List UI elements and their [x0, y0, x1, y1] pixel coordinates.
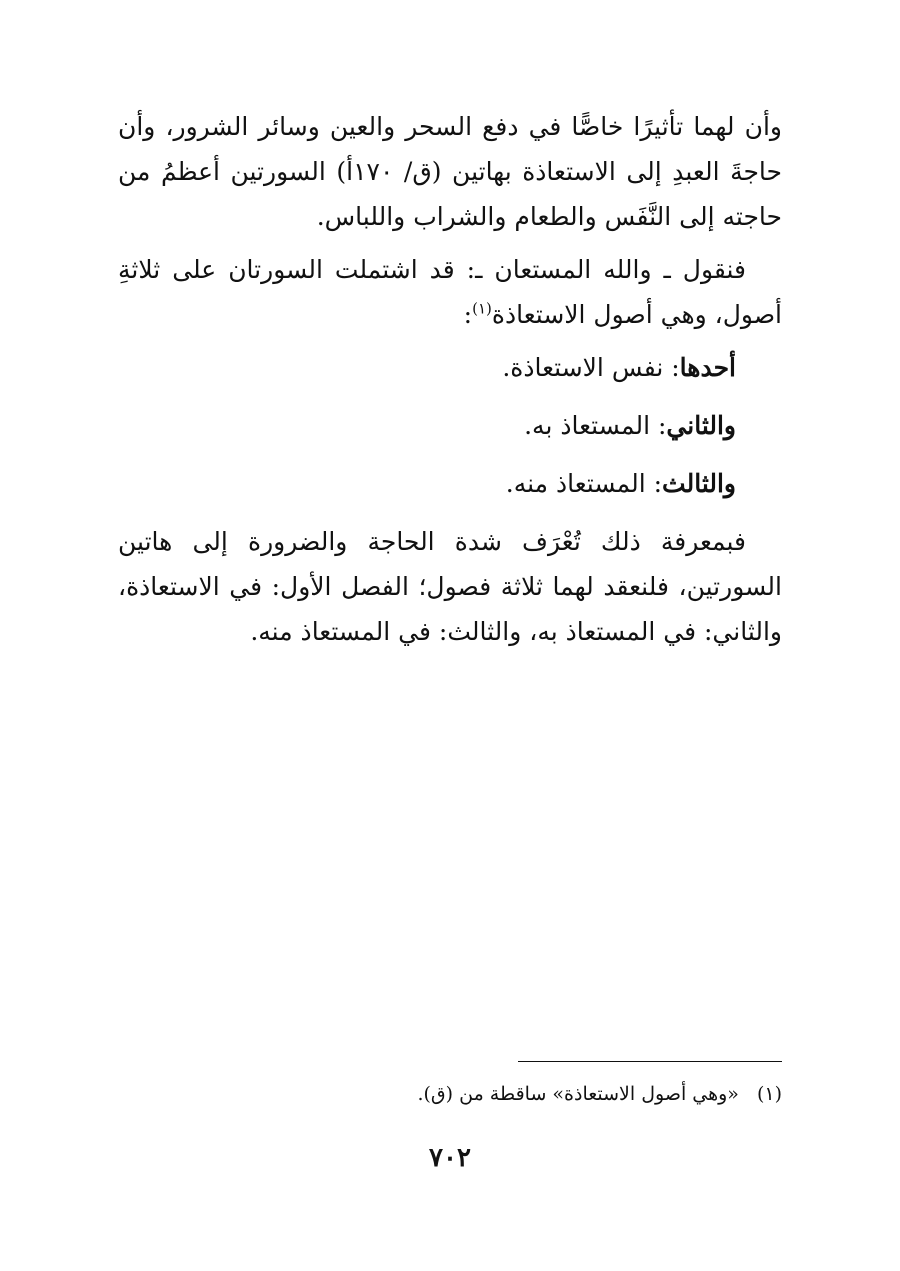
paragraph-3: فبمعرفة ذلك تُعْرَف شدة الحاجة والضرورة إلى هاتين السورتين، فلنعقد لهما ثلاثة فصول؛ الفصل الأول: في الاستعاذة، والثاني: في المستعاذ به، والثالث: في المستعاذ منه.: [118, 527, 782, 646]
item-label: أحدها: [679, 353, 736, 382]
footnote: [118, 1078, 782, 1110]
footnote-number: (١): [756, 1083, 782, 1105]
paragraph-2: [118, 247, 782, 337]
paragraph-2-text: فنقول ـ والله المستعان ـ: قد اشتملت السورتان على ثلاثةِ أصول، وهي أصول الاستعاذة: [118, 255, 782, 329]
item-text: : نفس الاستعاذة.: [502, 353, 680, 382]
item-label: والثاني: [666, 411, 736, 440]
footnote-reference[interactable]: (١): [472, 299, 492, 318]
footnote-divider: [518, 1061, 782, 1062]
list-item: [118, 461, 782, 507]
item-label: والثالث: [662, 469, 736, 498]
list-item: [118, 403, 782, 449]
list-item: [118, 345, 782, 391]
item-text: : المستعاذ به.: [524, 411, 667, 440]
footnote-text: «وهي أصول الاستعاذة» ساقطة من (ق).: [417, 1083, 739, 1105]
page-number: ٧٠٢: [429, 1143, 471, 1173]
main-text: [118, 104, 782, 662]
paragraph-2-colon: :: [463, 300, 473, 329]
item-text: : المستعاذ منه.: [505, 469, 663, 498]
paragraph-1: وأن لهما تأثيرًا خاصًّا في دفع السحر والعين وسائر الشرور، وأن حاجةَ العبدِ إلى الاستعاذة بهاتين (ق/ ١٧٠أ) السورتين أعظمُ من حاجته إلى النَّفَس والطعام والشراب واللباس.: [118, 112, 783, 231]
